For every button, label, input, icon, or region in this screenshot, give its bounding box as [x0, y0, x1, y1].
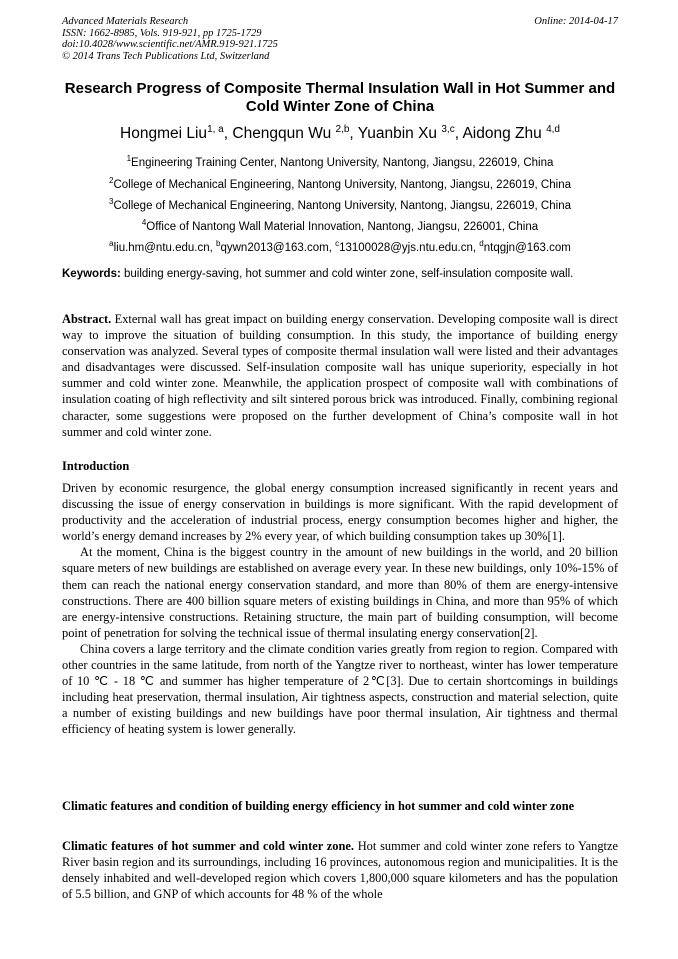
affiliation-text: Engineering Training Center, Nantong University, Nantong, Jiangsu, 226019, China — [131, 157, 554, 169]
issn-line: ISSN: 1662-8985, Vols. 919-921, pp 1725-1729 — [62, 27, 262, 39]
paper-title: Research Progress of Composite Thermal Insulation Wall in Hot Summer and Cold Winter Zone of China — [64, 80, 616, 115]
author-name: Hongmei Liu — [120, 125, 208, 142]
email-link[interactable]: ntqgjn@163.com — [483, 242, 571, 254]
affiliation-2 — [62, 178, 618, 192]
keywords-label: Keywords: — [62, 268, 121, 280]
subsection-label: Climatic features of hot summer and cold winter zone. — [62, 839, 354, 853]
author-sup: 3,c — [441, 123, 455, 135]
author-name: Yuanbin Xu — [357, 125, 438, 142]
introduction-body — [62, 480, 618, 738]
affiliation-sup: 3 — [109, 197, 114, 207]
email-sup: d — [479, 239, 484, 249]
copyright-line: © 2014 Trans Tech Publications Ltd, Switzerland — [62, 50, 270, 62]
section-heading-climatic: Climatic features and condition of building energy efficiency in hot summer and cold winter zone — [62, 799, 575, 813]
affiliation-sup: 4 — [141, 218, 147, 228]
subsection-text: Hot summer and cold winter zone refers to Yangtze River basin region and its surroundings, including 16 provinces, autonomous region and municipalities. It is the densely inhabited and well-developed region which covers 1,800,000 square kilometers and has the population of 5.5 billion, and GNP of which accounts for 48 % of the whole — [62, 839, 618, 902]
keywords-text: building energy-saving, hot summer and cold winter zone, self-insulation composite wall. — [124, 268, 574, 280]
doi-line: doi:10.4028/www.scientific.net/AMR.919-921.1725 — [62, 39, 278, 50]
author-sup: 4,d — [546, 123, 560, 135]
affiliation-3 — [62, 199, 618, 213]
abstract-label: Abstract. — [62, 312, 112, 326]
abstract-block — [62, 311, 618, 440]
affiliation-text: College of Mechanical Engineering, Nantong University, Nantong, Jiangsu, 226019, China — [113, 200, 571, 212]
email-link[interactable]: qywn2013@163.com — [220, 242, 329, 254]
affiliation-sup: 2 — [109, 176, 114, 186]
author-sup: 1, a — [207, 123, 224, 135]
journal-name: Advanced Materials Research — [62, 16, 189, 27]
email-sup: c — [335, 239, 340, 249]
author-sup: 2,b — [335, 123, 350, 135]
paragraph: At the moment, China is the biggest country in the amount of new buildings in the world, and 20 billion square meters of new buildings are established on average every year. In these new buildings, only 10%-15% of them can reach the national energy conservation standard, and more than 80% of them are energy-intensive constructions. There are 400 billion square meters of existing buildings in China, and more than 95% of which are energy-intensive constructions. Retaining structure, the main part of building consumption, will become point of penetration for solving the technical issue of thermal insulating energy conservation[2]. — [62, 545, 618, 640]
email-list: $^a$liu.hm@ntu.edu.cn, $^b$qywn2013@163.com, $^c$13100028@yjs.ntu.edu.cn, $^d$ntqgjn@163.com — [109, 239, 571, 254]
author-name: Aidong Zhu — [462, 125, 542, 142]
paragraph: Driven by economic resurgence, the global energy consumption increased significantly in recent years and discussing the issue of energy conservation in buildings is more significant. With the rapid development of productivity and the acceleration of industrial process, energy consumption becomes higher and higher, the world’s energy demand increases by 2% every year, of which building consumption takes up 30%[1]. — [62, 481, 618, 544]
climatic-body — [62, 838, 618, 902]
affiliation-text: College of Mechanical Engineering, Nantong University, Nantong, Jiangsu, 226019, China — [113, 179, 571, 191]
paragraph: China covers a large territory and the climate condition varies greatly from region to region. Compared with other countries in the same latitude, from north of the Yangtze river to northeast, winter has lower temperature of 10 ℃ - 18 ℃ and summer has higher temperature of 2℃[3]. Due to certain shortcomings in buildings including heat preservation, thermal insulation, Air tightness aspects, construction and material selection, quite a number of existing buildings and new buildings have poor thermal insulation, Air tightness and thermal efficiency of heating system is lower generally. — [62, 641, 618, 737]
affiliation-text: Office of Nantong Wall Material Innovation, Nantong, Jiangsu, 226001, China — [146, 221, 539, 233]
abstract-text: External wall has great impact on building energy conservation. Developing composite wall is direct way to improve the situation of building consumption. In this study, the importance of building energy conservation was analyzed. Several types of composite thermal insulation wall were listed and their advantages and disadvantages were discussed. Self-insulation composite wall has unique superiority, especially in hot summer and cold winter zone. Meanwhile, the application prospect of composite wall with combinations of insulation coating of high reflectivity and silt sintered porous brick was introduced. Finally, combining regional character, some suggestions were proposed on the further development of China’s composite wall in hot summer and cold winter zone. — [62, 312, 618, 439]
affiliation-1 — [62, 156, 618, 170]
email-link[interactable]: liu.hm@ntu.edu.cn — [113, 242, 210, 254]
keywords-block — [62, 267, 618, 282]
email-sup: a — [109, 239, 114, 249]
online-date: Online: 2014-04-17 — [534, 16, 618, 27]
section-heading-introduction: Introduction — [62, 459, 130, 473]
email-sup: b — [216, 239, 221, 249]
affiliation-4 — [62, 220, 618, 234]
journal-header — [62, 16, 618, 62]
email-link[interactable]: 13100028@yjs.ntu.edu.cn — [339, 242, 473, 254]
affiliation-sup: 1 — [126, 154, 132, 164]
author-list: Hongmei Liu$^{1, a}$, Chengqun Wu $^{2,b}$, Yuanbin Xu $^{3,c}$, Aidong Zhu $^{4,d}$ — [120, 123, 560, 142]
author-name: Chengqun Wu — [232, 125, 332, 142]
